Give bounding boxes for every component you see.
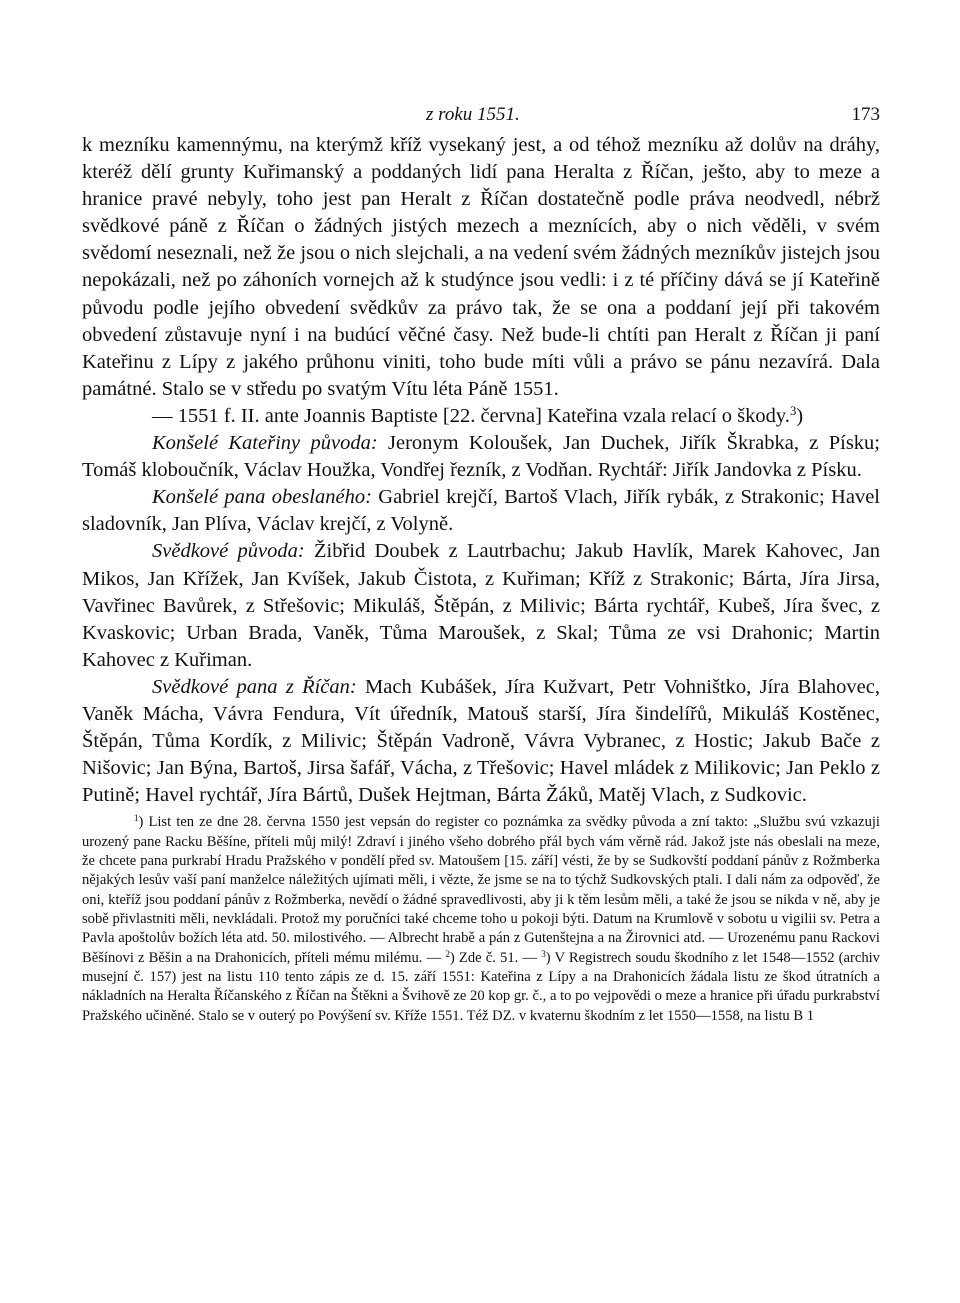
paragraph-text: Gabriel krejčí, Bartoš Vlach, Jiřík rybák, z Strakonic; Havel sladovník, Jan Plíva, Václav krejčí, z Volyně. xyxy=(82,486,880,536)
footnote-marker: 2 xyxy=(445,948,450,959)
footnotes xyxy=(82,813,880,1026)
section-label: Konšelé pana obeslaného: xyxy=(152,486,372,509)
paragraph-text: Žibřid Doubek z Lautrbachu; Jakub Havlík, Marek Kahovec, Jan Mikos, Jan Křížek, Jan Kvíšek, Jakub Čistota, z Kuřiman; Kříž z Strakonic; Bárta, Jíra Jirsa, Vavřinec Bavůrek, z Střešovic; Mikuláš, Štěpán, z Milivic; Bárta rychtář, Kubeš, Jíra švec, z Kvaskovic; Urban Brada, Vaněk, Tůma Maroušek, z Skal; Tůma ze vsi Drahonic; Martin Kahovec z Kuřiman. xyxy=(82,540,880,671)
section-label: Svědkové původa: xyxy=(152,540,305,563)
footnote-text: ) V Registrech soudu škodního z let 1548—1552 (archiv musejní č. 157) jest na listu 110 tento zápis ze d. 15. září 1551: Kateřina z Lípy a na Drahonicích žádala listu ze škod útratních a nákladních na Heralta Říčanského z Říčan na Štěkni a Švihově ze 20 kop gr. č., a to po vejpovědi o meze a hranice při úřadu purkrabství Pražského učiněné. Stalo se v outerý po Povýšení sv. Kříže 1551. Též DZ. v kvaternu škodním z let 1550—1558, na listu B 1 xyxy=(82,949,880,1024)
paragraph xyxy=(82,484,880,538)
footnote-marker: 3 xyxy=(541,948,546,959)
paragraph xyxy=(82,403,880,430)
page-header xyxy=(82,100,880,132)
footnote-text: ) Zde č. 51. — xyxy=(449,949,542,966)
footnote xyxy=(82,813,880,1026)
page-number: 173 xyxy=(851,104,880,125)
section-label: Svědkové pana z Říčan: xyxy=(152,675,357,698)
page xyxy=(82,100,880,1026)
paragraph xyxy=(82,538,880,673)
footnote-ref-paren: ) xyxy=(796,404,804,427)
paragraph-text: Jeronym Koloušek, Jan Duchek, Jiřík Škrabka, z Písku; Tomáš kloboučník, Václav Houžka, Vondřej řezník, z Vodňan. Rychtář: Jiřík Jandovka z Písku. xyxy=(82,432,881,482)
running-title: z roku 1551. xyxy=(426,104,520,125)
paragraph xyxy=(82,430,880,484)
paragraph: k mezníku kamennýmu, na kterýmž kříž vysekaný jest, a od téhož mezníku až dolův na dráhy, kteréž dělí grunty Kuřimanský a poddaných lidí pana Heralta z Říčan, ješto, aby to meze a hranice pravé nebyly, toho jest pan Heralt z Říčan dostatečně podle práva neodvedl, nébrž svědkové páně z Říčan o žádných jistých mezech a meznících, aby o nich věděli, v svém svědomí neseznali, než že jsou o nich slejchali, a na vedení svém žádných mezníkův jistejch jsou nepokázali, než po záhoních vornejch až k studýnce jsou vedli: i z té příčiny dává se jí Kateřině původu podle jejího obvedení svědkův za právo tak, že se ona a poddaní její při takovém obvedení zůstavuje nyní i na budúcí věčné časy. Než bude-li chtíti pan Heralt z Říčan ji paní Kateřinu z Lípy z jakého průhonu viniti, toho bude míti vůli a právo se pánu nezavírá. Dala památné. Stalo se v středu po svatým Vítu léta Páně 1551. xyxy=(82,134,880,400)
footnote-marker: 1 xyxy=(134,813,139,824)
paragraph-text: — 1551 f. II. ante Joannis Baptiste [22. června] Kateřina vzala relací o škody. xyxy=(152,404,790,427)
paragraph-text: Mach Kubášek, Jíra Kužvart, Petr Vohništko, Jíra Blahovec, Vaněk Mácha, Vávra Fendura, Vít úředník, Matouš starší, Jíra šindelířů, Mikuláš Kostěnec, Štěpán, Tůma Kordík, z Milivic; Štěpán Vadroně, Vávra Vybranec, z Hostic; Jakub Bače z Nišovic; Jan Býna, Bartoš, Jirsa šafář, Vácha, z Třešovic; Havel mládek z Milikovic; Jan Peklo z Putině; Havel rychtář, Jíra Bártů, Dušek Hejtman, Bárta Žáků, Matěj Vlach, z Sudkovic. xyxy=(82,675,880,807)
footnote-ref: 3 xyxy=(789,403,797,418)
footnote-text: ) List ten ze dne 28. června 1550 jest vepsán do register co poznámka za svědky původa a zní takto: „Službu svú vzkazuji urozený pane Racku Běšíne, příteli můj milý! Zdraví i jiného všeho dobrého přál bych vám věrně rád. Jakož jste nás obeslali na meze, že chcete pana purkrabí Hradu Pražského v pondělí před sv. Matoušem [15. září] vésti, že by se Sudkovští poddaní pánův z Rožmberka nějakých lesův vaší paní manželce náležitých ujímati měli, i vězte, že jsme se na to týchž Sudkovských ptali. I dali nám za odpověď, že oni, kteříž jsou poddaní pánův z Rožmberka, nevědí o žádné spravedlivosti, aby ji k těm lesům měli, a také že jsou se nikda v ně, aby je sobě přivlastniti měli, nevkládali. Protož my poručníci také chceme toho u pokoji býti. Datum na Krumlově v sobotu u vigilii sv. Petra a Pavla apoštolův božích léta atd. 50. milostivého. — Albrecht hrabě a pán z Gutenštejna a na Žirovnici atd. — Urozenému panu Rackovi Běšínovi z Běšin a na Drahonicích, příteli mému milému. — xyxy=(82,814,880,966)
section-label: Konšelé Kateřiny původa: xyxy=(152,432,378,455)
paragraph xyxy=(82,674,880,809)
main-text xyxy=(82,132,880,809)
